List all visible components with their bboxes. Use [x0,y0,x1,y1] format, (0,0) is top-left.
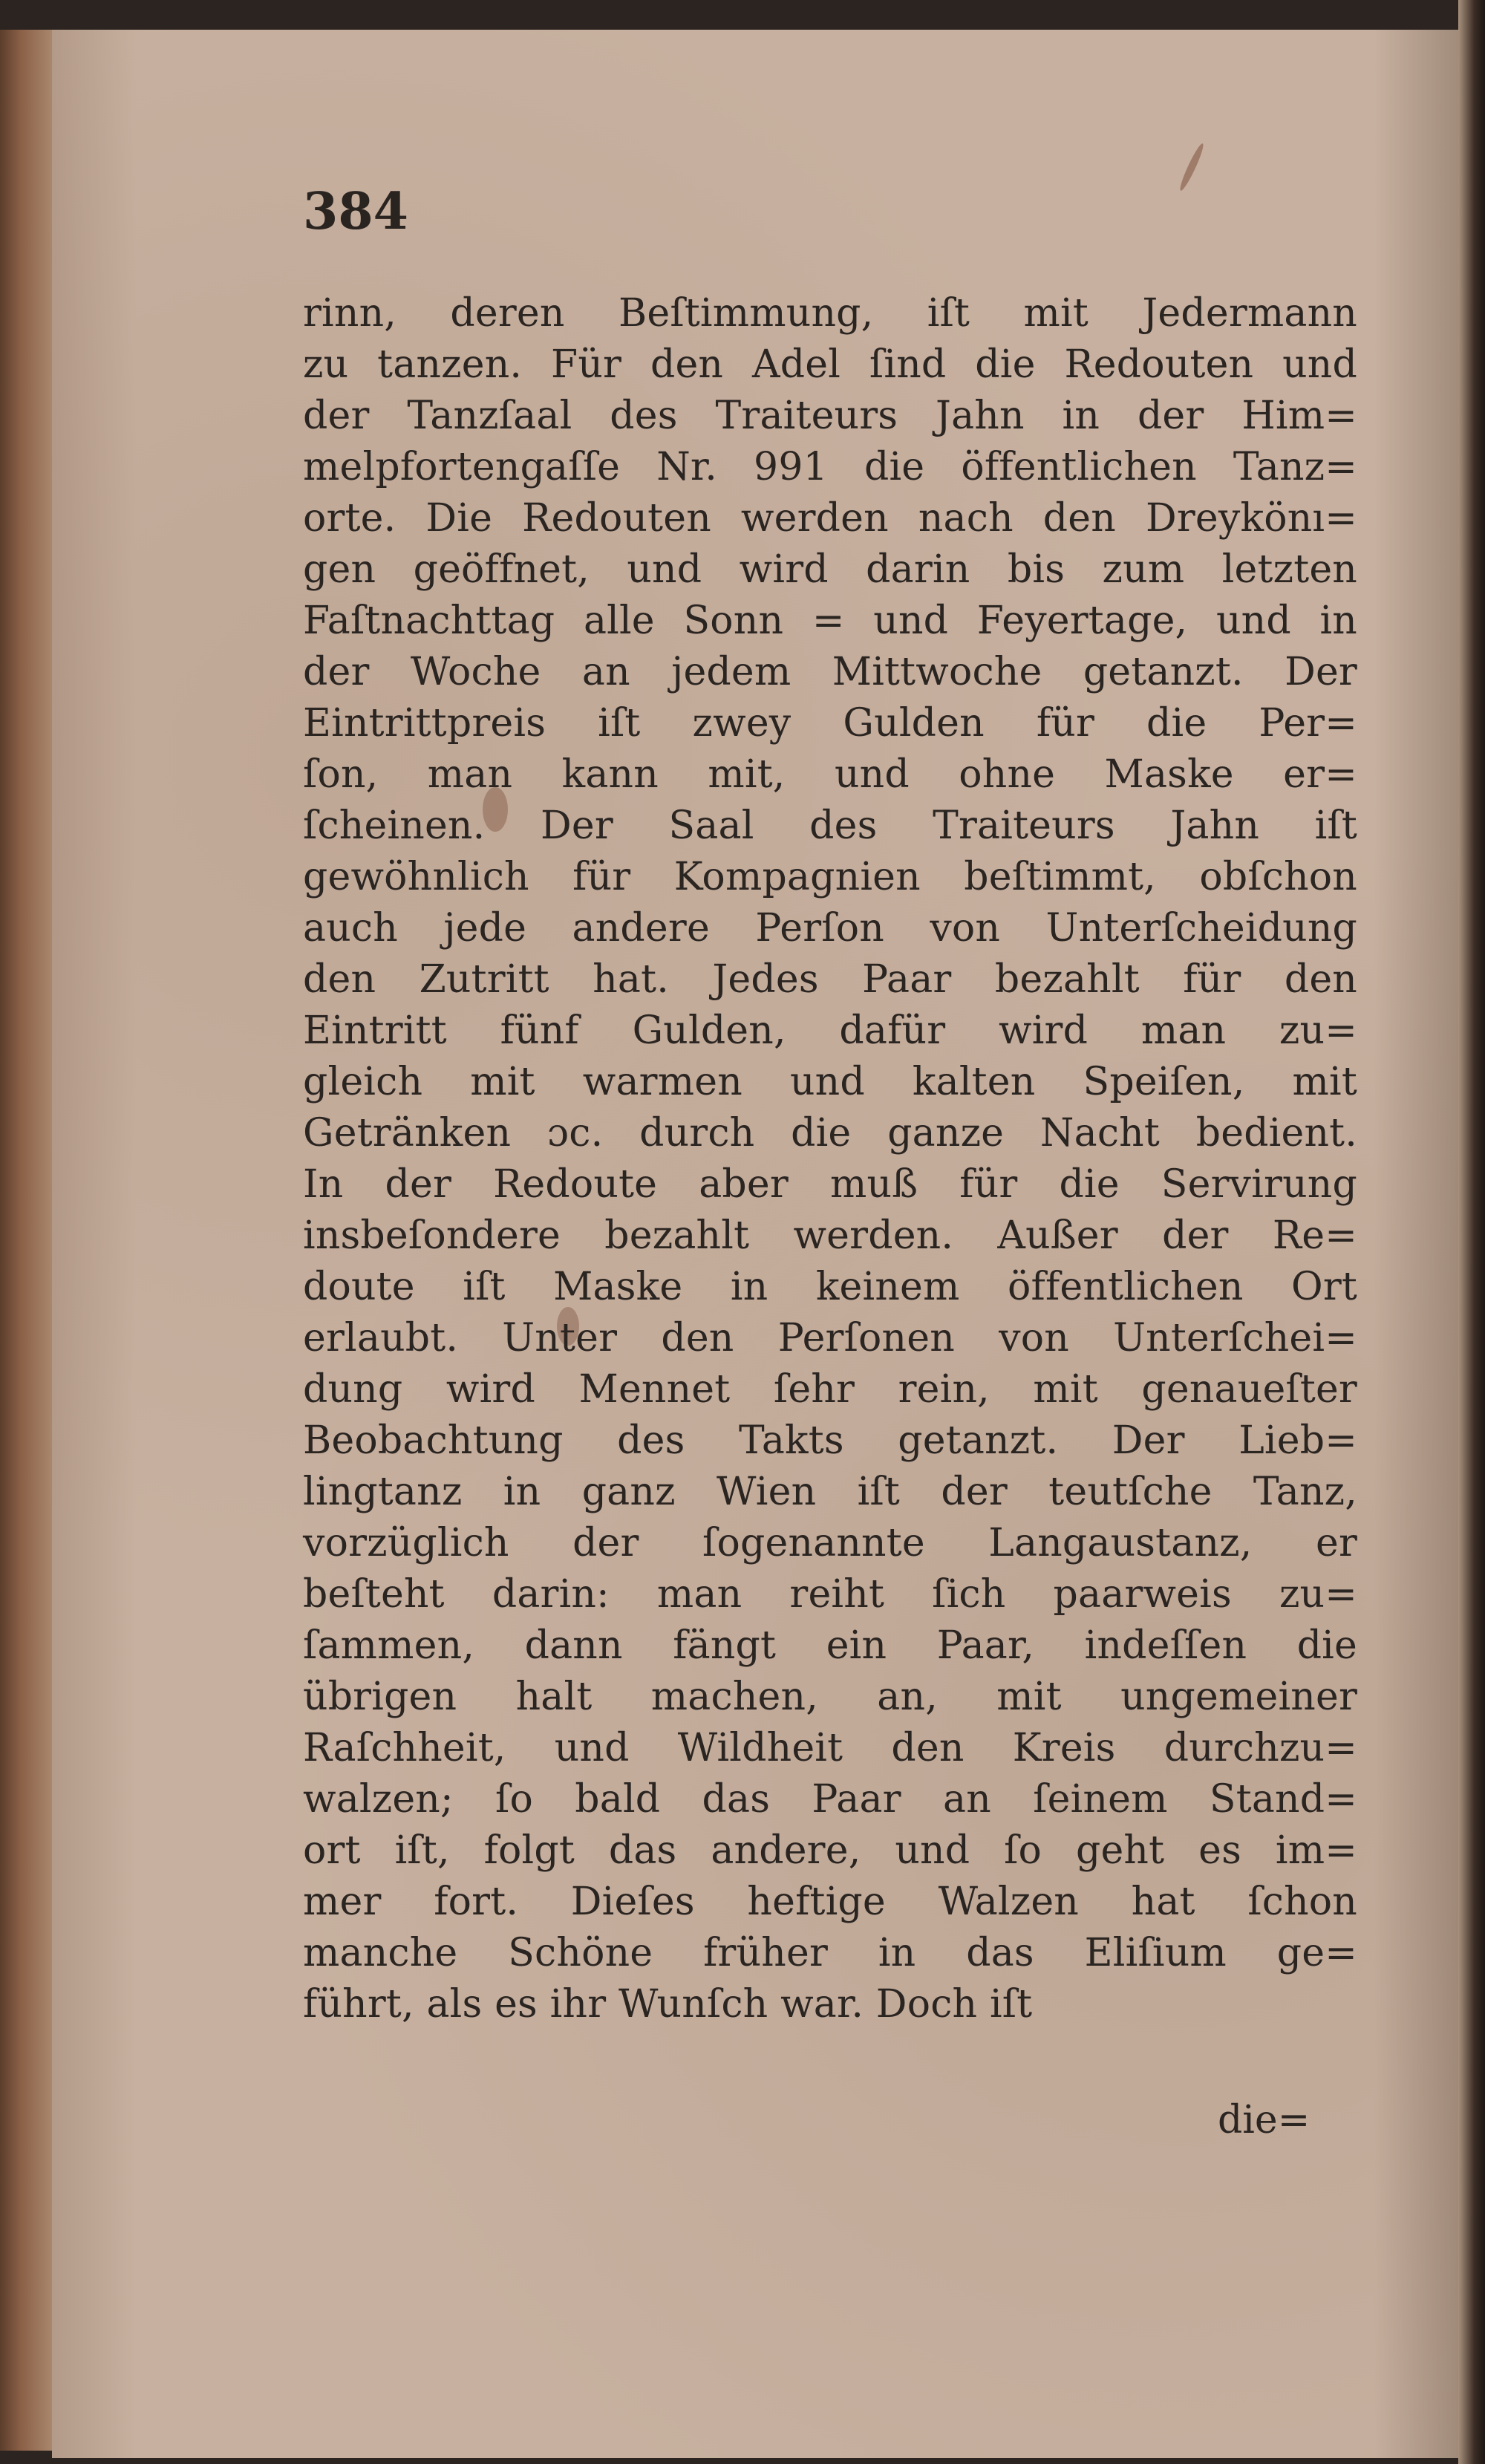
text-line: Eintrittpreis iſt zwey Gulden für die Per= [303,701,1357,746]
text-line: ſammen, dann fängt ein Paar, indeſſen die [303,1623,1357,1668]
text-line: lingtanz in ganz Wien iſt der teutſche Tanz, [303,1470,1357,1514]
text-line: ort iſt, folgt das andere, und ſo geht es im= [303,1828,1357,1873]
text-line: der Tanzſaal des Traiteurs Jahn in der Him= [303,394,1357,438]
text-line: mer fort. Dieſes heftige Walzen hat ſchon [303,1880,1357,1924]
text-line: beſteht darin: man reiht ſich paarweis zu= [303,1572,1357,1617]
text-line: dung wird Mennet ſehr rein, mit genaueſter [303,1367,1357,1412]
text-line: In der Redoute aber muß für die Servirung [303,1162,1357,1207]
page-edge-right [1458,0,1485,2464]
text-line: ſon, man kann mit, und ohne Maske er= [303,752,1357,797]
text-line: gewöhnlich für Kompagnien beſtimmt, obſchon [303,855,1357,899]
text-line: den Zutritt hat. Jedes Paar bezahlt für den [303,957,1357,1002]
text-line: Faſtnachttag alle Sonn = und Feyertage, und in [303,599,1357,643]
text-line: doute iſt Maske in keinem öffentlichen Ort [303,1265,1357,1309]
catchword: die= [1218,2098,1311,2142]
text-line: übrigen halt machen, an, mit ungemeiner [303,1675,1357,1719]
page-edge-left [0,30,52,2451]
text-line: auch jede andere Perſon von Unterſcheidung [303,906,1357,951]
text-line: orte. Die Redouten werden nach den Dreykönı= [303,496,1357,541]
ink-stain [1178,142,1207,192]
text-line: insbeſondere bezahlt werden. Außer der Re= [303,1213,1357,1258]
text-line: melpfortengaſſe Nr. 991 die öffentlichen Tanz= [303,445,1357,489]
text-line: erlaubt. Unter den Perſonen von Unterſchei= [303,1316,1357,1360]
text-line: Getränken ɔc. durch die ganze Nacht bedient. [303,1111,1357,1156]
text-line: zu tanzen. Für den Adel ſind die Redouten und [303,342,1357,387]
text-line: gleich mit warmen und kalten Speiſen, mit [303,1060,1357,1104]
text-line: Raſchheit, und Wildheit den Kreis durchzu= [303,1726,1357,1770]
text-line: Beobachtung des Takts getanzt. Der Lieb= [303,1418,1357,1463]
text-line: der Woche an jedem Mittwoche getanzt. Der [303,650,1357,694]
text-line: rinn, deren Beſtimmung, iſt mit Jedermann [303,291,1357,336]
text-line: walzen; ſo bald das Paar an ſeinem Stand= [303,1777,1357,1822]
text-line: vorzüglich der ſogenannte Langaustanz, er [303,1521,1357,1565]
text-line: Eintritt fünf Gulden, dafür wird man zu= [303,1008,1357,1053]
page-body-text [303,288,1357,2030]
page-number: 384 [303,182,408,241]
text-line: ſcheinen. Der Saal des Traiteurs Jahn iſt [303,804,1357,848]
text-line: gen geöffnet, und wird darin bis zum letzten [303,547,1357,592]
text-line: manche Schöne früher in das Eliſium ge= [303,1931,1357,1975]
text-line: führt, als es ihr Wunſch war. Doch iſt [303,1982,1033,2027]
